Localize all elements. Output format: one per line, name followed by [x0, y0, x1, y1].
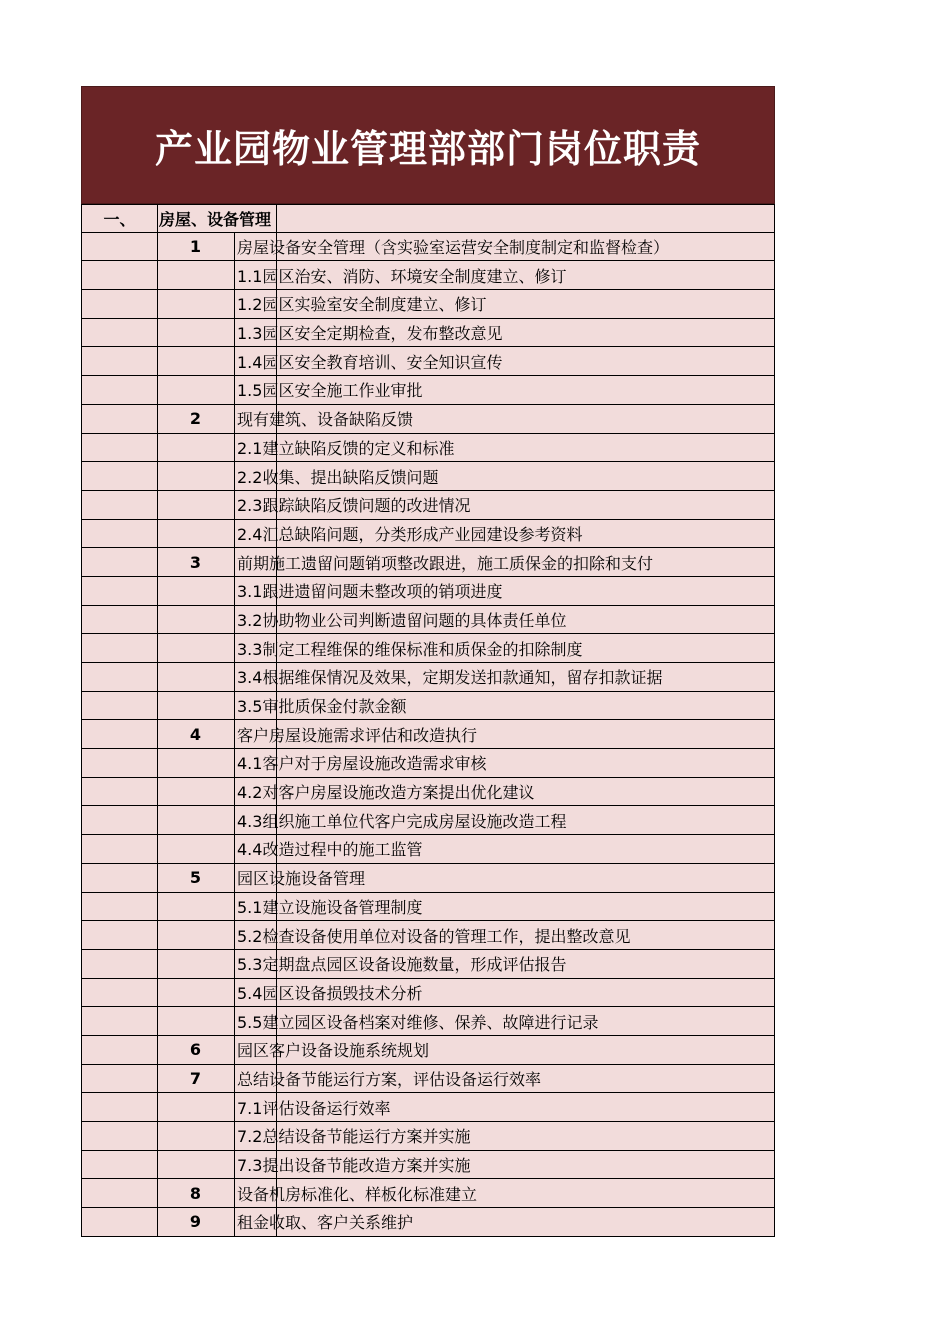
table-row	[82, 548, 774, 577]
item-number	[157, 261, 234, 289]
item-number	[157, 663, 234, 691]
item-number	[157, 1093, 234, 1121]
item-number	[157, 1151, 234, 1179]
empty-cell	[82, 347, 157, 375]
item-text: 租金收取、客户关系维护	[237, 1213, 414, 1233]
section-header-row	[82, 204, 774, 233]
section-name: 房屋、设备管理	[159, 209, 272, 229]
table-row	[82, 1122, 774, 1151]
table-row	[82, 692, 774, 721]
empty-cell	[82, 376, 157, 404]
item-text: 1.2园区实验室安全制度建立、修订	[237, 295, 487, 315]
item-text: 4.3组织施工单位代客户完成房屋设施改造工程	[237, 811, 567, 831]
item-number: 8	[189, 1183, 202, 1203]
empty-cell	[82, 548, 157, 576]
item-number	[157, 319, 234, 347]
item-number: 5	[189, 868, 202, 888]
empty-cell	[82, 950, 157, 978]
item-text: 1.5园区安全施工作业审批	[237, 381, 423, 401]
empty-cell	[82, 491, 157, 519]
table-row	[82, 663, 774, 692]
empty-cell	[82, 606, 157, 634]
table-row	[82, 893, 774, 922]
table-row	[82, 634, 774, 663]
empty-cell	[82, 893, 157, 921]
empty-cell	[82, 261, 157, 289]
table-row	[82, 376, 774, 405]
empty-cell	[82, 720, 157, 748]
item-text: 7.2总结设备节能运行方案并实施	[237, 1127, 471, 1147]
table-row	[82, 233, 774, 262]
item-text: 4.4改造过程中的施工监管	[237, 840, 423, 860]
table-row	[82, 806, 774, 835]
item-number	[157, 634, 234, 662]
item-number: 3	[189, 552, 202, 572]
table-row	[82, 720, 774, 749]
table-row	[82, 1179, 774, 1208]
item-text: 2.3跟踪缺陷反馈问题的改进情况	[237, 496, 471, 516]
item-text: 3.5审批质保金付款金额	[237, 697, 407, 717]
table-row	[82, 491, 774, 520]
item-number	[157, 347, 234, 375]
item-text: 总结设备节能运行方案，评估设备运行效率	[237, 1069, 542, 1089]
item-number	[157, 462, 234, 490]
item-number	[157, 606, 234, 634]
table-row	[82, 835, 774, 864]
item-text: 3.1跟进遗留问题未整改项的销项进度	[237, 582, 503, 602]
empty-cell	[82, 663, 157, 691]
table-row	[82, 1007, 774, 1036]
item-text: 园区设施设备管理	[237, 869, 366, 889]
item-number: 1	[189, 237, 202, 257]
item-number	[157, 376, 234, 404]
table-row	[82, 290, 774, 319]
empty-cell	[82, 778, 157, 806]
item-text: 3.3制定工程维保的维保标准和质保金的扣除制度	[237, 639, 583, 659]
table-row	[82, 606, 774, 635]
item-number	[157, 434, 234, 462]
table-row	[82, 405, 774, 434]
item-text: 1.3园区安全定期检查，发布整改意见	[237, 324, 503, 344]
table-row	[82, 462, 774, 491]
item-text: 客户房屋设施需求评估和改造执行	[237, 725, 478, 745]
empty-cell	[82, 835, 157, 863]
item-text: 5.2检查设备使用单位对设备的管理工作，提出整改意见	[237, 926, 631, 946]
item-number	[157, 491, 234, 519]
empty-cell	[82, 864, 157, 892]
table-row	[82, 1036, 774, 1065]
empty-cell	[82, 692, 157, 720]
table-row	[82, 1093, 774, 1122]
item-number	[157, 749, 234, 777]
empty-cell	[82, 577, 157, 605]
table-row	[82, 778, 774, 807]
empty-cell	[82, 1093, 157, 1121]
responsibility-table	[81, 204, 775, 1237]
table-row	[82, 921, 774, 950]
empty-cell	[82, 405, 157, 433]
empty-cell	[82, 290, 157, 318]
item-text: 现有建筑、设备缺陷反馈	[237, 410, 414, 430]
item-text: 园区客户设备设施系统规划	[237, 1041, 430, 1061]
table-row	[82, 347, 774, 376]
section-number: 一、	[103, 209, 136, 229]
item-number	[157, 921, 234, 949]
item-text: 2.4汇总缺陷问题，分类形成产业园建设参考资料	[237, 524, 583, 544]
item-text: 3.4根据维保情况及效果，定期发送扣款通知，留存扣款证据	[237, 668, 663, 688]
table-row	[82, 1065, 774, 1094]
table-row	[82, 979, 774, 1008]
item-number	[157, 577, 234, 605]
table-row	[82, 520, 774, 549]
item-number	[157, 1122, 234, 1150]
table-row	[82, 261, 774, 290]
empty-cell	[82, 319, 157, 347]
empty-cell	[82, 1151, 157, 1179]
item-number	[157, 806, 234, 834]
item-number: 4	[189, 724, 202, 744]
empty-cell	[82, 979, 157, 1007]
table-row	[82, 950, 774, 979]
item-text: 5.1建立设施设备管理制度	[237, 897, 423, 917]
item-text: 1.4园区安全教育培训、安全知识宣传	[237, 352, 503, 372]
empty-cell	[82, 921, 157, 949]
item-text: 4.2对客户房屋设施改造方案提出优化建议	[237, 783, 535, 803]
spreadsheet-sheet	[81, 86, 775, 1237]
item-number: 9	[189, 1212, 202, 1232]
item-text: 5.5建立园区设备档案对维修、保养、故障进行记录	[237, 1012, 599, 1032]
item-number	[157, 979, 234, 1007]
item-text: 前期施工遗留问题销项整改跟进，施工质保金的扣除和支付	[237, 553, 654, 573]
empty-cell	[82, 806, 157, 834]
item-number: 7	[189, 1068, 202, 1088]
empty-cell	[82, 1208, 157, 1236]
item-number	[157, 290, 234, 318]
table-row	[82, 319, 774, 348]
item-number	[157, 692, 234, 720]
item-text: 2.1建立缺陷反馈的定义和标准	[237, 438, 455, 458]
item-text: 7.1评估设备运行效率	[237, 1098, 391, 1118]
item-text: 3.2协助物业公司判断遗留问题的具体责任单位	[237, 610, 567, 630]
item-text: 房屋设备安全管理（含实验室运营安全制度制定和监督检查）	[237, 238, 670, 258]
table-row	[82, 1151, 774, 1180]
item-number	[157, 778, 234, 806]
table-row	[82, 577, 774, 606]
item-text: 1.1园区治安、消防、环境安全制度建立、修订	[237, 266, 567, 286]
empty-cell	[82, 233, 157, 261]
empty-cell	[82, 462, 157, 490]
item-text: 5.4园区设备损毁技术分析	[237, 983, 423, 1003]
item-number	[157, 950, 234, 978]
empty-cell	[82, 520, 157, 548]
item-number	[157, 835, 234, 863]
item-number: 6	[189, 1040, 202, 1060]
empty-cell	[82, 634, 157, 662]
item-text: 4.1客户对于房屋设施改造需求审核	[237, 754, 487, 774]
empty-cell	[82, 434, 157, 462]
table-row	[82, 864, 774, 893]
item-text: 7.3提出设备节能改造方案并实施	[237, 1156, 471, 1176]
item-number	[157, 893, 234, 921]
item-number	[157, 520, 234, 548]
table-row	[82, 434, 774, 463]
empty-cell	[82, 1179, 157, 1207]
table-row	[82, 749, 774, 778]
page-title: 产业园物业管理部部门岗位职责	[81, 86, 775, 204]
item-number	[157, 1007, 234, 1035]
empty-cell	[82, 1065, 157, 1093]
empty-cell	[82, 1122, 157, 1150]
item-text: 设备机房标准化、样板化标准建立	[237, 1184, 478, 1204]
empty-cell	[82, 749, 157, 777]
table-row	[82, 1208, 774, 1237]
empty-cell	[82, 1007, 157, 1035]
item-number: 2	[189, 409, 202, 429]
item-text: 2.2收集、提出缺陷反馈问题	[237, 467, 439, 487]
empty-cell	[82, 1036, 157, 1064]
item-text: 5.3定期盘点园区设备设施数量，形成评估报告	[237, 955, 567, 975]
